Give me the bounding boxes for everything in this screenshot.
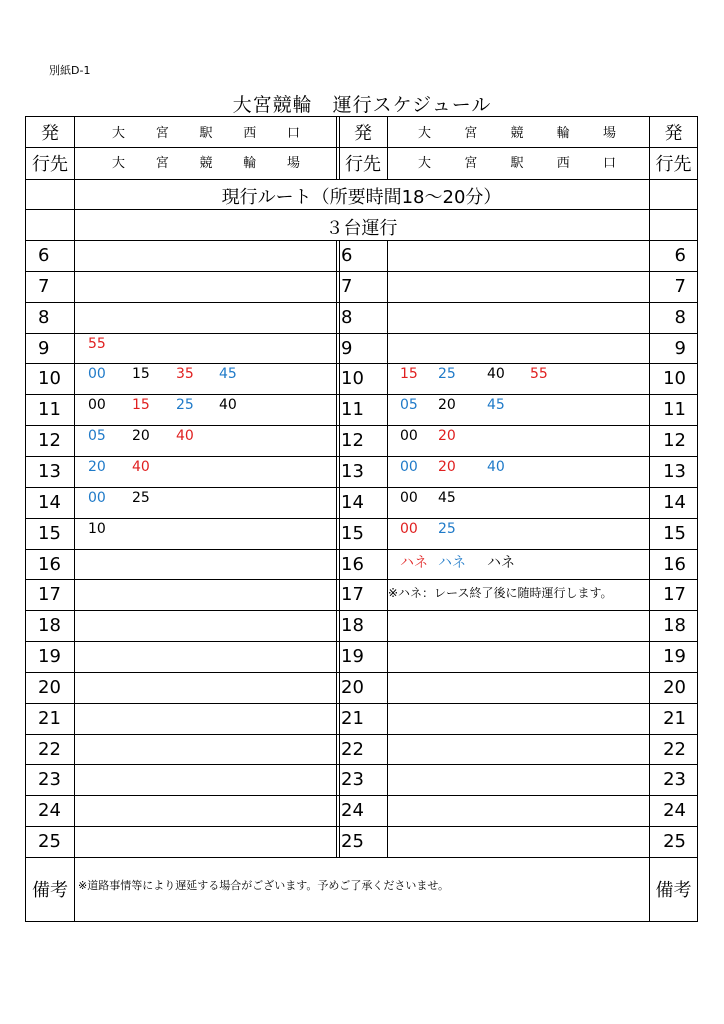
departure-minute: 20 [132,428,150,445]
hour-mid: 6 [341,245,353,266]
departure-minute: 55 [88,335,106,352]
far-right-remarks-label: 備考 [655,880,692,901]
departure-minute: ハネ [438,554,466,571]
departure-minute: 55 [530,366,548,383]
departure-minute: 40 [176,428,194,445]
hour-mid: 11 [341,399,364,421]
left-depart-label: 発 [41,123,59,144]
hour-mid: 20 [341,676,364,698]
departure-minute: 10 [88,520,106,537]
departure-minute: 00 [88,366,106,383]
hour-left: 23 [38,769,61,791]
hour-left: 15 [38,522,61,544]
hour-right: 6 [674,245,686,266]
departure-minute: 40 [219,397,237,414]
hour-mid: 8 [341,306,353,328]
hour-right: 14 [663,491,686,513]
right-depart-station: 大 宮 競 輪 場 [418,125,616,141]
hour-left: 8 [38,306,50,328]
hour-left: 9 [38,337,50,359]
hour-right: 10 [663,368,686,390]
departure-minute: 00 [88,397,106,414]
right-destination-station: 大 宮 駅 西 口 [418,155,616,171]
departure-minute: ハネ [400,554,428,571]
departure-minute: 40 [487,458,505,475]
hour-right: 7 [674,275,686,297]
hour-left: 19 [38,646,61,668]
hour-mid: 10 [341,368,364,390]
departure-minute: 35 [176,366,194,383]
hour-right: 16 [663,553,686,575]
departure-minute: 45 [438,489,456,506]
departure-minute: 25 [438,520,456,537]
left-destination-station: 大 宮 競 輪 場 [112,155,300,171]
route-banner: 現行ルート（所要時間18～20分） [221,187,502,208]
hour-right: 13 [663,460,686,482]
hour-mid: 21 [341,707,364,729]
departure-minute: 00 [400,520,418,537]
remarks-text: ※道路事情等により遅延する場合がございます。予めご了承くださいませ。 [78,879,450,892]
left-depart-station: 大 宮 駅 西 口 [112,125,300,141]
hour-left: 13 [38,460,61,482]
hour-mid: 19 [341,646,364,668]
departure-minute: 45 [487,397,505,414]
departure-minute: 40 [487,366,505,383]
departure-minute: ハネ [487,554,515,571]
hour-mid: 25 [341,831,364,853]
hour-mid: 9 [341,337,353,359]
hour-right: 12 [663,430,686,452]
departure-minute: 45 [219,366,237,383]
departure-minute: 40 [132,458,150,475]
departure-minute: 25 [176,397,194,414]
hour-right: 9 [674,337,686,359]
hour-right: 24 [663,800,686,822]
hour-right: 21 [663,707,686,729]
departure-minute: 25 [438,366,456,383]
departure-minute: 00 [400,428,418,445]
right-destination-label: 行先 [345,154,381,175]
hour-mid: 17 [341,584,364,606]
hour-mid: 18 [341,615,364,637]
departure-minute: 20 [438,458,456,475]
departure-minute: 20 [88,458,106,475]
right-depart-label: 発 [354,123,372,144]
departure-minute: 05 [400,397,418,414]
hour-right: 11 [663,399,686,421]
far-right-destination-label: 行先 [655,154,692,175]
departure-minute: 00 [400,489,418,506]
schedule-table [25,116,698,922]
hour-left: 17 [38,584,61,606]
hour-mid: 22 [341,738,364,760]
hour-mid: 15 [341,522,364,544]
hour-left: 14 [38,491,61,513]
remarks-label: 備考 [32,880,68,901]
departure-minute: 00 [88,489,106,506]
hour-left: 11 [38,399,61,421]
hour-left: 25 [38,831,61,853]
hour-left: 20 [38,676,61,698]
hour-mid: 16 [341,553,364,575]
hour-mid: 7 [341,275,353,297]
departure-minute: 15 [132,366,150,383]
hour-right: 17 [663,584,686,606]
far-right-depart-label: 発 [664,123,683,144]
schedule-title: 大宮競輪 運行スケジュール [232,94,492,116]
departure-minute: 20 [438,397,456,414]
hour-left: 22 [38,738,61,760]
hour-left: 21 [38,707,61,729]
hour-left: 7 [38,275,50,297]
hour-left: 10 [38,368,61,390]
hour-left: 12 [38,430,61,452]
hour-mid: 13 [341,460,364,482]
hour-right: 19 [663,646,686,668]
departure-minute: 25 [132,489,150,506]
departure-minute: 20 [438,428,456,445]
hour-right: 18 [663,615,686,637]
hour-right: 23 [663,769,686,791]
hour-left: 6 [38,245,50,266]
departure-minute: 05 [88,428,106,445]
document-label: 別紙D-1 [49,64,91,77]
hour-left: 18 [38,615,61,637]
hour-left: 24 [38,800,61,822]
hour-left: 16 [38,553,61,575]
hour-mid: 23 [341,769,364,791]
departure-minute: 15 [400,366,418,383]
hour-right: 25 [663,831,686,853]
hour-mid: 24 [341,800,364,822]
hour-right: 20 [663,676,686,698]
hour-mid: 12 [341,430,364,452]
hane-note: ※ハネ：レース終了後に随時運行します。 [388,586,613,601]
hour-right: 15 [663,522,686,544]
departure-minute: 15 [132,397,150,414]
vehicles-banner: ３台運行 [325,218,398,239]
left-destination-label: 行先 [32,154,68,175]
departure-minute: 00 [400,458,418,475]
hour-mid: 14 [341,491,364,513]
hour-right: 8 [674,306,686,328]
hour-right: 22 [663,738,686,760]
